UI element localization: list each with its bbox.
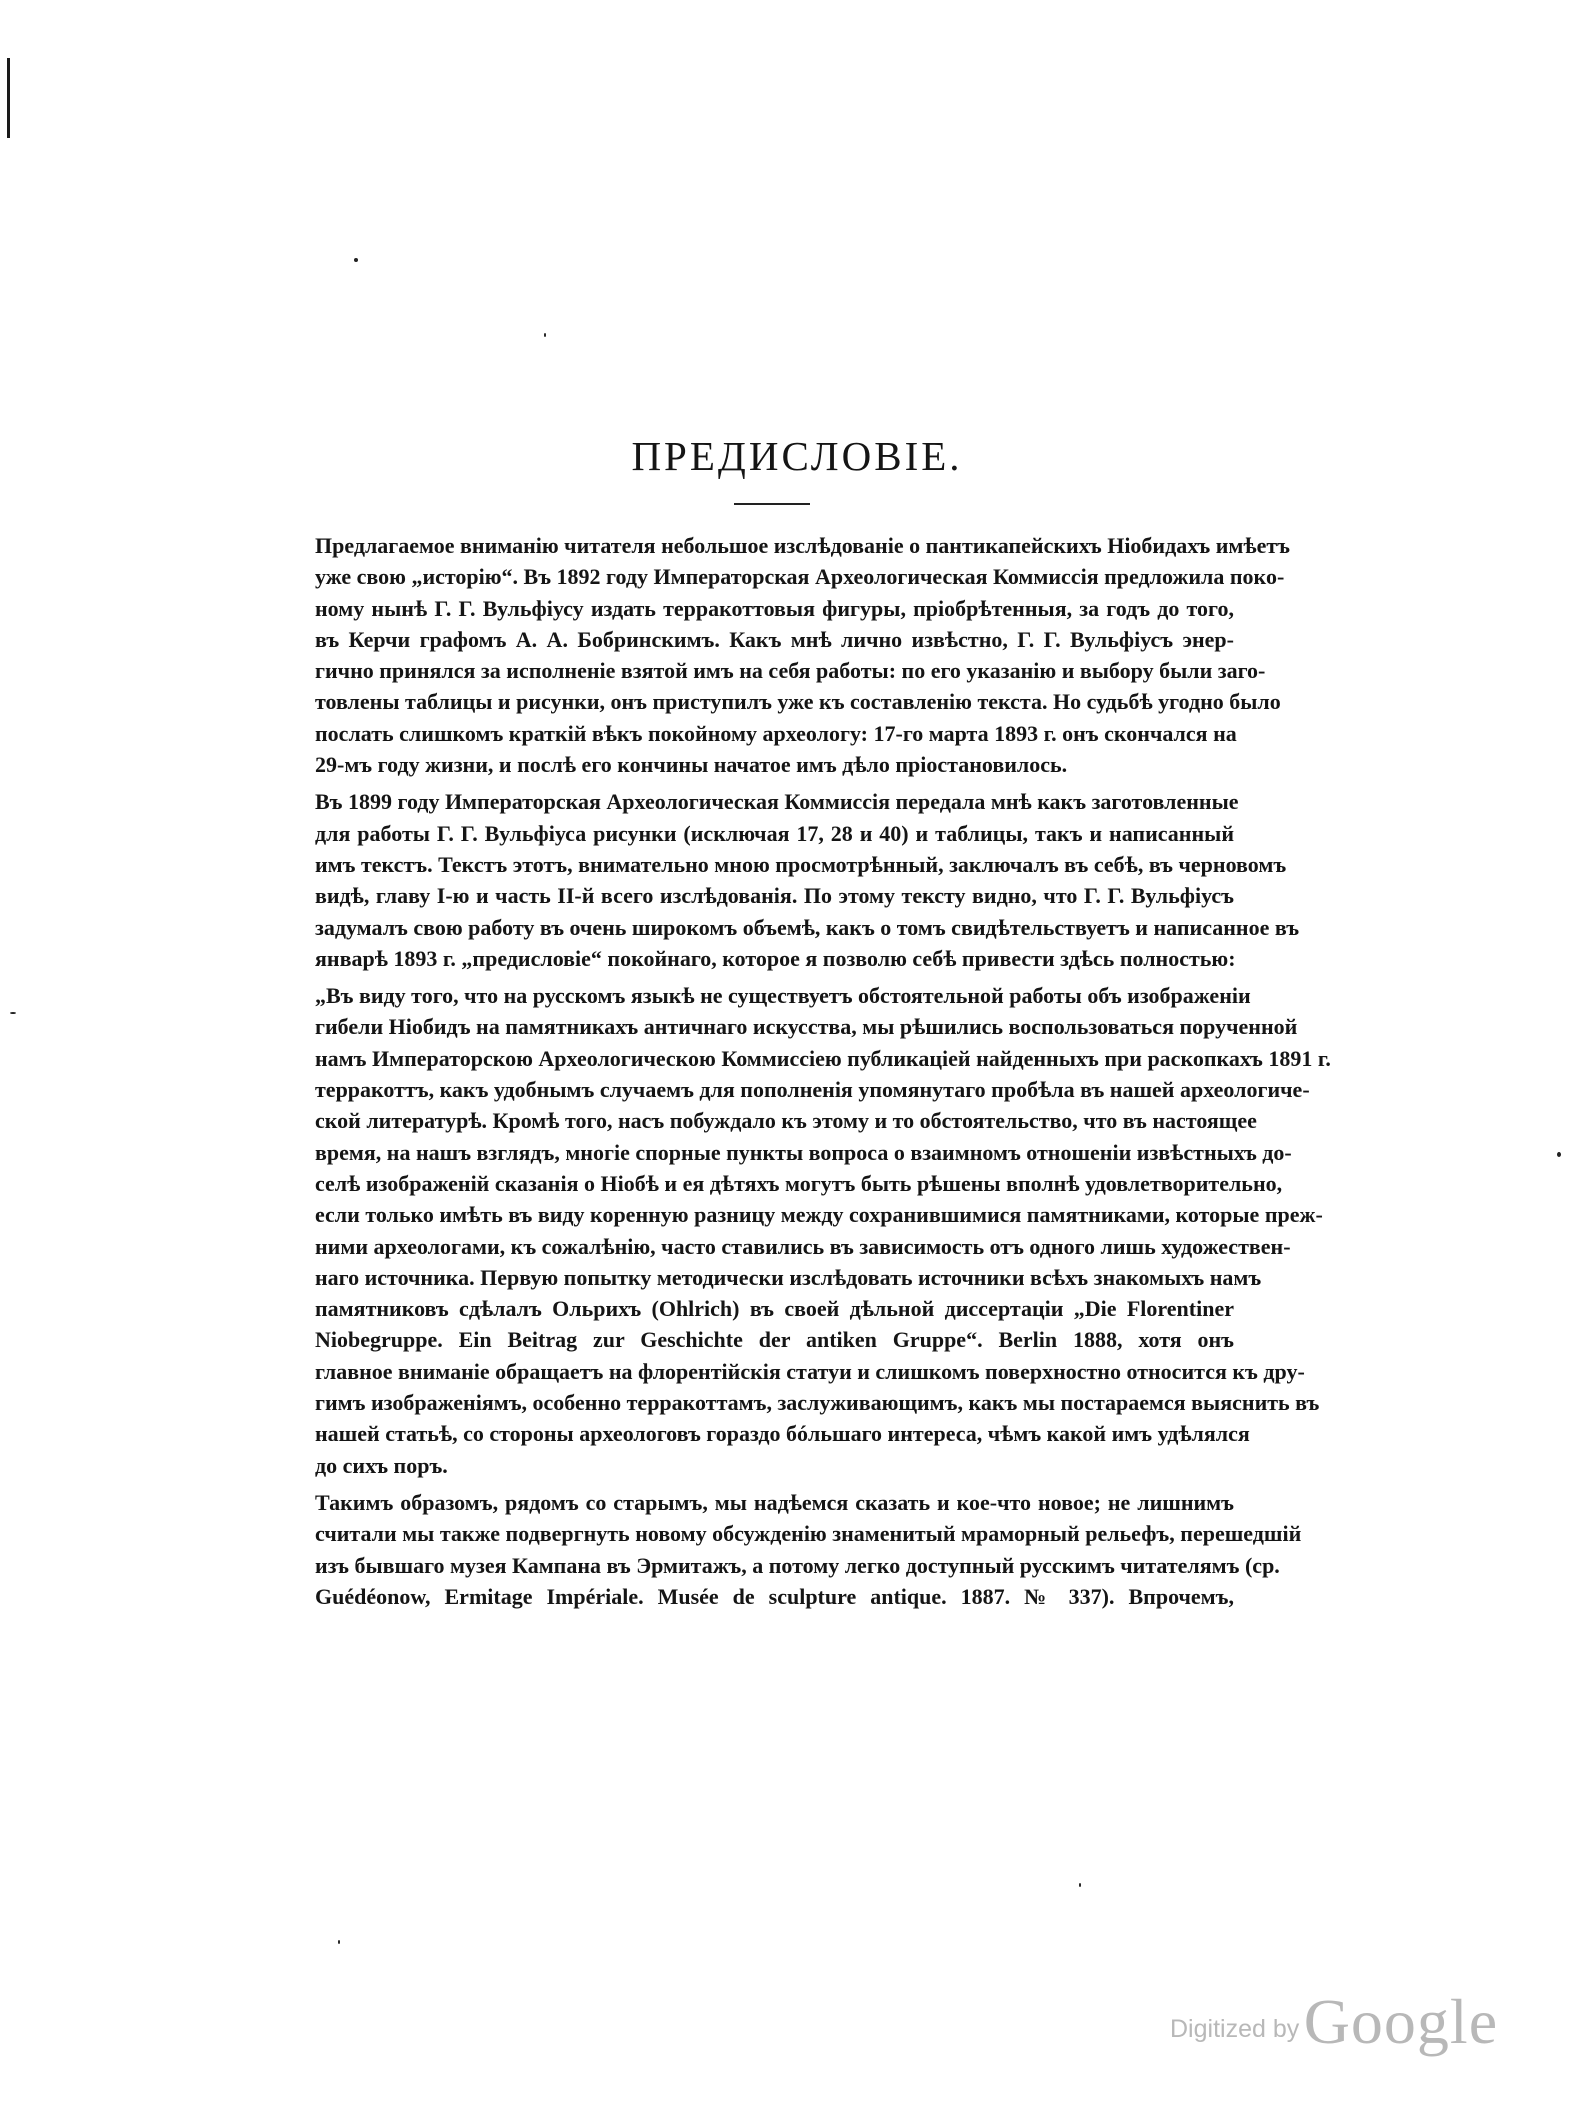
text-line: Предлагаемое вниманію читателя небольшое изслѣдованіе о пантикапейскихъ Ніобидахъ имѣетъ — [315, 533, 1290, 558]
watermark-prefix: Digitized by — [1170, 2015, 1300, 2043]
text-line: послать слишкомъ краткій вѣкъ покойному археологу: 17-го марта 1893 г. онъ скончался на — [315, 720, 1237, 746]
text-line: считали мы также подвергнуть новому обсужденію знаменитый мраморный рельефъ, перешедшій — [315, 1521, 1302, 1547]
title-underline — [734, 503, 810, 505]
page-title: ПРЕДИСЛОВІЕ. — [631, 433, 963, 479]
text-line: гично принялся за исполненіе взятой имъ на себя работы: по его указанію и выбору были заго- — [315, 658, 1266, 684]
text-line: товлены таблицы и рисунки, онъ приступилъ уже къ составленію текста. Но судьбѣ угодно было — [315, 689, 1281, 715]
scan-speck — [1079, 1883, 1081, 1887]
google-logo: Google — [1303, 1986, 1499, 2057]
text-line: терракоттъ, какъ удобнымъ случаемъ для пополненія упомянутаго пробѣла въ нашей археологиче- — [315, 1077, 1310, 1103]
scan-speck — [1557, 1152, 1561, 1157]
text-line: время, на нашъ взглядъ, многіе спорные пункты вопроса о взаимномъ отношеніи извѣстныхъ до- — [315, 1139, 1292, 1165]
text-line: уже свою „исторію“. Въ 1892 году Императорская Археологическая Коммиссія предложила поко- — [315, 564, 1285, 590]
paragraph — [271, 530, 1290, 780]
text-line: ними археологами, къ сожалѣнію, часто ставились въ зависимость отъ одного лишь художествен- — [315, 1233, 1291, 1259]
text-line: нашей статьѣ, со стороны археологовъ гораздо бóльшаго интереса, чѣмъ какой имъ удѣлялся — [315, 1421, 1250, 1447]
text-line: изъ бывшаго музея Кампана въ Эрмитажъ, а потому легко доступный русскимъ читателямъ (ср. — [315, 1552, 1280, 1578]
text-line: намъ Императорскою Археологическою Коммиссіею публикаціей найденныхъ при раскопкахъ 1891 г. — [315, 1045, 1331, 1071]
text-line: 29-мъ году жизни, и послѣ его кончины начатое имъ дѣло пріостановилось. — [315, 752, 1068, 778]
text-line: если только имѣть въ виду коренную разницу между сохранившимися памятниками, которые преж- — [315, 1202, 1323, 1228]
digitized-watermark — [1170, 1985, 1498, 2059]
text-line: до сихъ поръ. — [315, 1452, 448, 1478]
scan-speck — [10, 1012, 16, 1014]
text-line: въ Керчи графомъ А. А. Бобринскимъ. Какъ мнѣ лично извѣстно, Г. Г. Вульфіусъ энер- — [315, 626, 1234, 652]
text-line: Niobegruppe. Ein Beitrag zur Geschichte der antiken Gruppe“. Berlin 1888, хотя онъ — [315, 1327, 1234, 1353]
paragraph — [271, 1487, 1302, 1612]
text-line: гибели Ніобидъ на памятникахъ античнаго искусства, мы рѣшились воспользоваться порученной — [315, 1014, 1298, 1040]
text-line: для работы Г. Г. Вульфіуса рисунки (исключая 17, 28 и 40) и таблицы, такъ и написанный — [315, 820, 1234, 846]
text-line: Такимъ образомъ, рядомъ со старымъ, мы надѣемся сказать и кое-что новое; не лишнимъ — [315, 1489, 1234, 1515]
text-line: имъ текстъ. Текстъ этотъ, внимательно мною просмотрѣнный, заключалъ въ себѣ, въ черновомъ — [315, 851, 1287, 877]
scan-speck — [354, 258, 358, 262]
text-line: селѣ изображеній сказанія о Ніобѣ и ея дѣтяхъ могутъ быть рѣшены вполнѣ удовлетворительно, — [315, 1170, 1283, 1196]
text-line: главное вниманіе обращаетъ на флорентійскія статуи и слишкомъ поверхностно относится къ дру- — [315, 1358, 1305, 1384]
text-line: наго источника. Первую попытку методически изслѣдовать источники всѣхъ знакомыхъ намъ — [315, 1264, 1262, 1290]
text-line: задумалъ свою работу въ очень широкомъ объемѣ, какъ о томъ свидѣтельствуетъ и написанное въ — [315, 914, 1300, 940]
text-line: видѣ, главу I-ю и часть II-й всего изслѣдованія. По этому тексту видно, что Г. Г. Вульфіусъ — [315, 883, 1234, 909]
text-line: гимъ изображеніямъ, особенно терракоттамъ, заслуживающимъ, какъ мы постараемся выяснить въ — [315, 1390, 1320, 1416]
text-line: „Въ виду того, что на русскомъ языкѣ не существуетъ обстоятельной работы объ изображеніи — [315, 983, 1251, 1009]
text-line: ному нынѣ Г. Г. Вульфіусу издать терракоттовыя фигуры, пріобрѣтенныя, за годъ до того, — [315, 595, 1234, 621]
text-line: памятниковъ сдѣлалъ Ольрихъ (Ohlrich) въ своей дѣльной диссертаціи „Die Florentiner — [315, 1296, 1234, 1322]
paragraph — [271, 980, 1331, 1481]
scan-speck — [338, 1940, 340, 1944]
text-line: январѣ 1893 г. „предисловіе“ покойнаго, которое я позволю себѣ привести здѣсь полностью: — [315, 945, 1236, 971]
text-line: Guédéonow, Ermitage Impériale. Musée de sculpture antique. 1887. № 337). Впрочемъ, — [315, 1583, 1234, 1609]
scan-speck — [544, 333, 546, 337]
scan-edge-mark — [7, 58, 10, 138]
paragraph — [271, 786, 1300, 974]
text-line: ской литературѣ. Кромѣ того, насъ побуждало къ этому и то обстоятельство, что въ настоящее — [315, 1108, 1257, 1134]
preface-text — [271, 530, 1331, 1618]
text-line: Въ 1899 году Императорская Археологическая Коммиссія передала мнѣ какъ заготовленные — [315, 789, 1239, 815]
